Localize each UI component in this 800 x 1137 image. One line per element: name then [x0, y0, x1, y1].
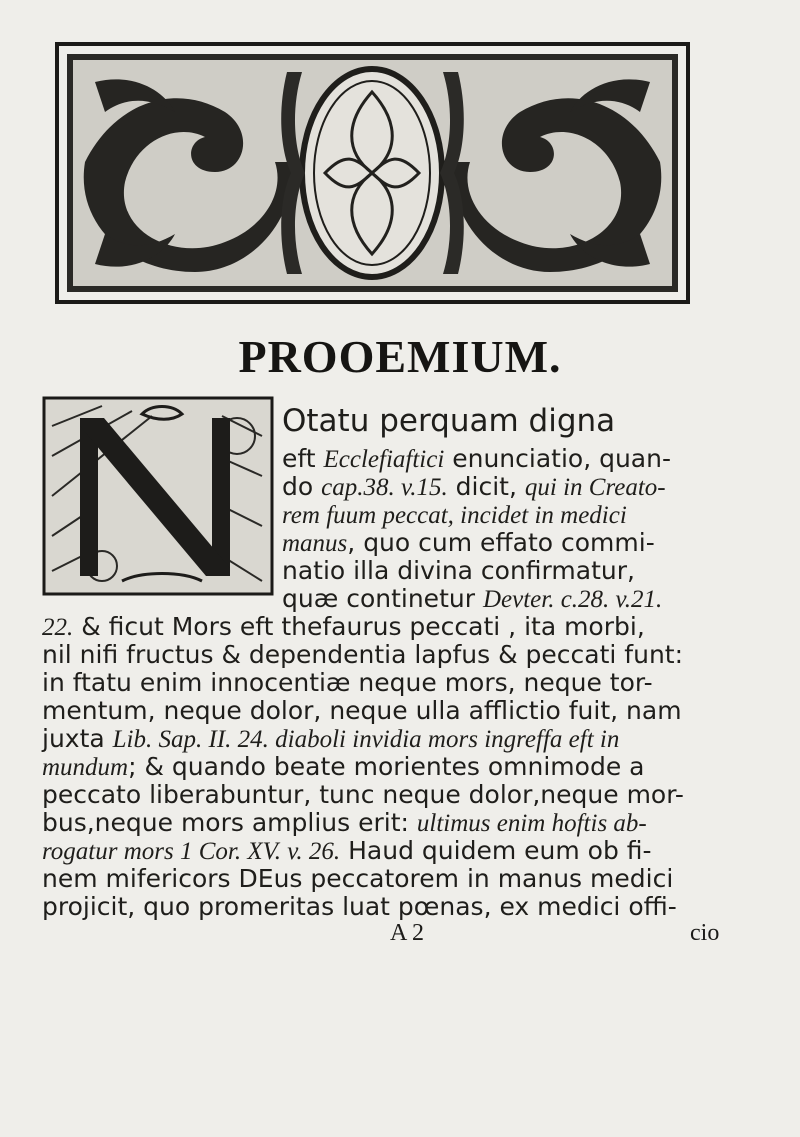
text-segment: 22. [42, 614, 74, 641]
text-segment: juxta [42, 724, 113, 753]
text-segment: nil nifi fructus & dependentia lapfus & peccati funt: [42, 640, 684, 669]
text-line-9 [42, 641, 683, 668]
text-segment: enunciatio, quan- [444, 444, 671, 473]
text-line-4 [282, 501, 627, 529]
text-segment: Ecclefiaftici [323, 446, 445, 473]
decorated-initial [42, 396, 274, 596]
text-segment: Haud quidem eum ob fi- [340, 836, 652, 865]
text-segment: ultimus enim hoftis ab- [416, 810, 647, 837]
catchword: cio [690, 920, 720, 946]
text-segment: manus [282, 530, 348, 557]
text-line-3 [282, 473, 666, 501]
text-segment: Otatu perquam digna [282, 403, 616, 439]
text-line-2 [282, 445, 671, 473]
text-segment: , quo cum effato commi- [347, 528, 655, 557]
text-segment: projicit, quo promeritas luat pœnas, ex medici offi- [42, 892, 677, 921]
text-line-14 [42, 781, 684, 808]
signature-mark: A 2 [390, 920, 425, 946]
text-segment: in ftatu enim innocentiæ neque mors, neque tor- [42, 668, 653, 697]
text-segment: qui in Creato- [524, 474, 666, 501]
text-segment: ; & quando beate morientes omnimode a [128, 752, 645, 781]
text-line-8 [42, 613, 645, 641]
text-line-16 [42, 837, 652, 865]
text-segment: mentum, neque dolor, neque ulla afflictio fuit, nam [42, 696, 682, 725]
text-line-6 [282, 557, 635, 584]
text-segment: peccato liberabuntur, tunc neque dolor,neque mor- [42, 780, 684, 809]
text-segment: rogatur mors 1 Cor. XV. v. 26. [42, 838, 341, 865]
text-line-17 [42, 865, 673, 892]
text-segment: dicit, [447, 472, 525, 501]
text-segment: eft [282, 444, 324, 473]
text-segment: Devter. c.28. v.21. [482, 586, 663, 613]
text-segment: natio illa divina confirmatur, [282, 556, 635, 585]
text-segment: mundum [42, 754, 129, 781]
text-line-5 [282, 529, 655, 557]
text-segment: Lib. Sap. II. 24. diaboli invidia mors ingreffa eft in [112, 726, 620, 753]
text-line-13 [42, 753, 644, 781]
text-line-1 [282, 403, 616, 439]
ornamental-headpiece [55, 42, 690, 304]
text-segment: nem mifericors DEus peccatorem in manus medici [42, 864, 674, 893]
text-line-12 [42, 725, 619, 753]
text-segment: & ficut Mors eft thefaurus peccati , ita morbi, [73, 612, 645, 641]
text-segment: cap.38. v.15. [321, 474, 448, 501]
text-segment: rem fuum peccat, incidet in medici [282, 502, 627, 529]
text-line-7 [282, 585, 662, 613]
page-heading: PROOEMIUM. [238, 331, 562, 382]
text-segment: bus,neque mors amplius erit: [42, 808, 417, 837]
text-segment: quæ continetur [282, 584, 483, 613]
text-line-11 [42, 697, 682, 724]
text-segment: do [282, 472, 322, 501]
text-line-10 [42, 669, 653, 696]
text-line-15 [42, 809, 647, 837]
text-line-18 [42, 893, 677, 920]
